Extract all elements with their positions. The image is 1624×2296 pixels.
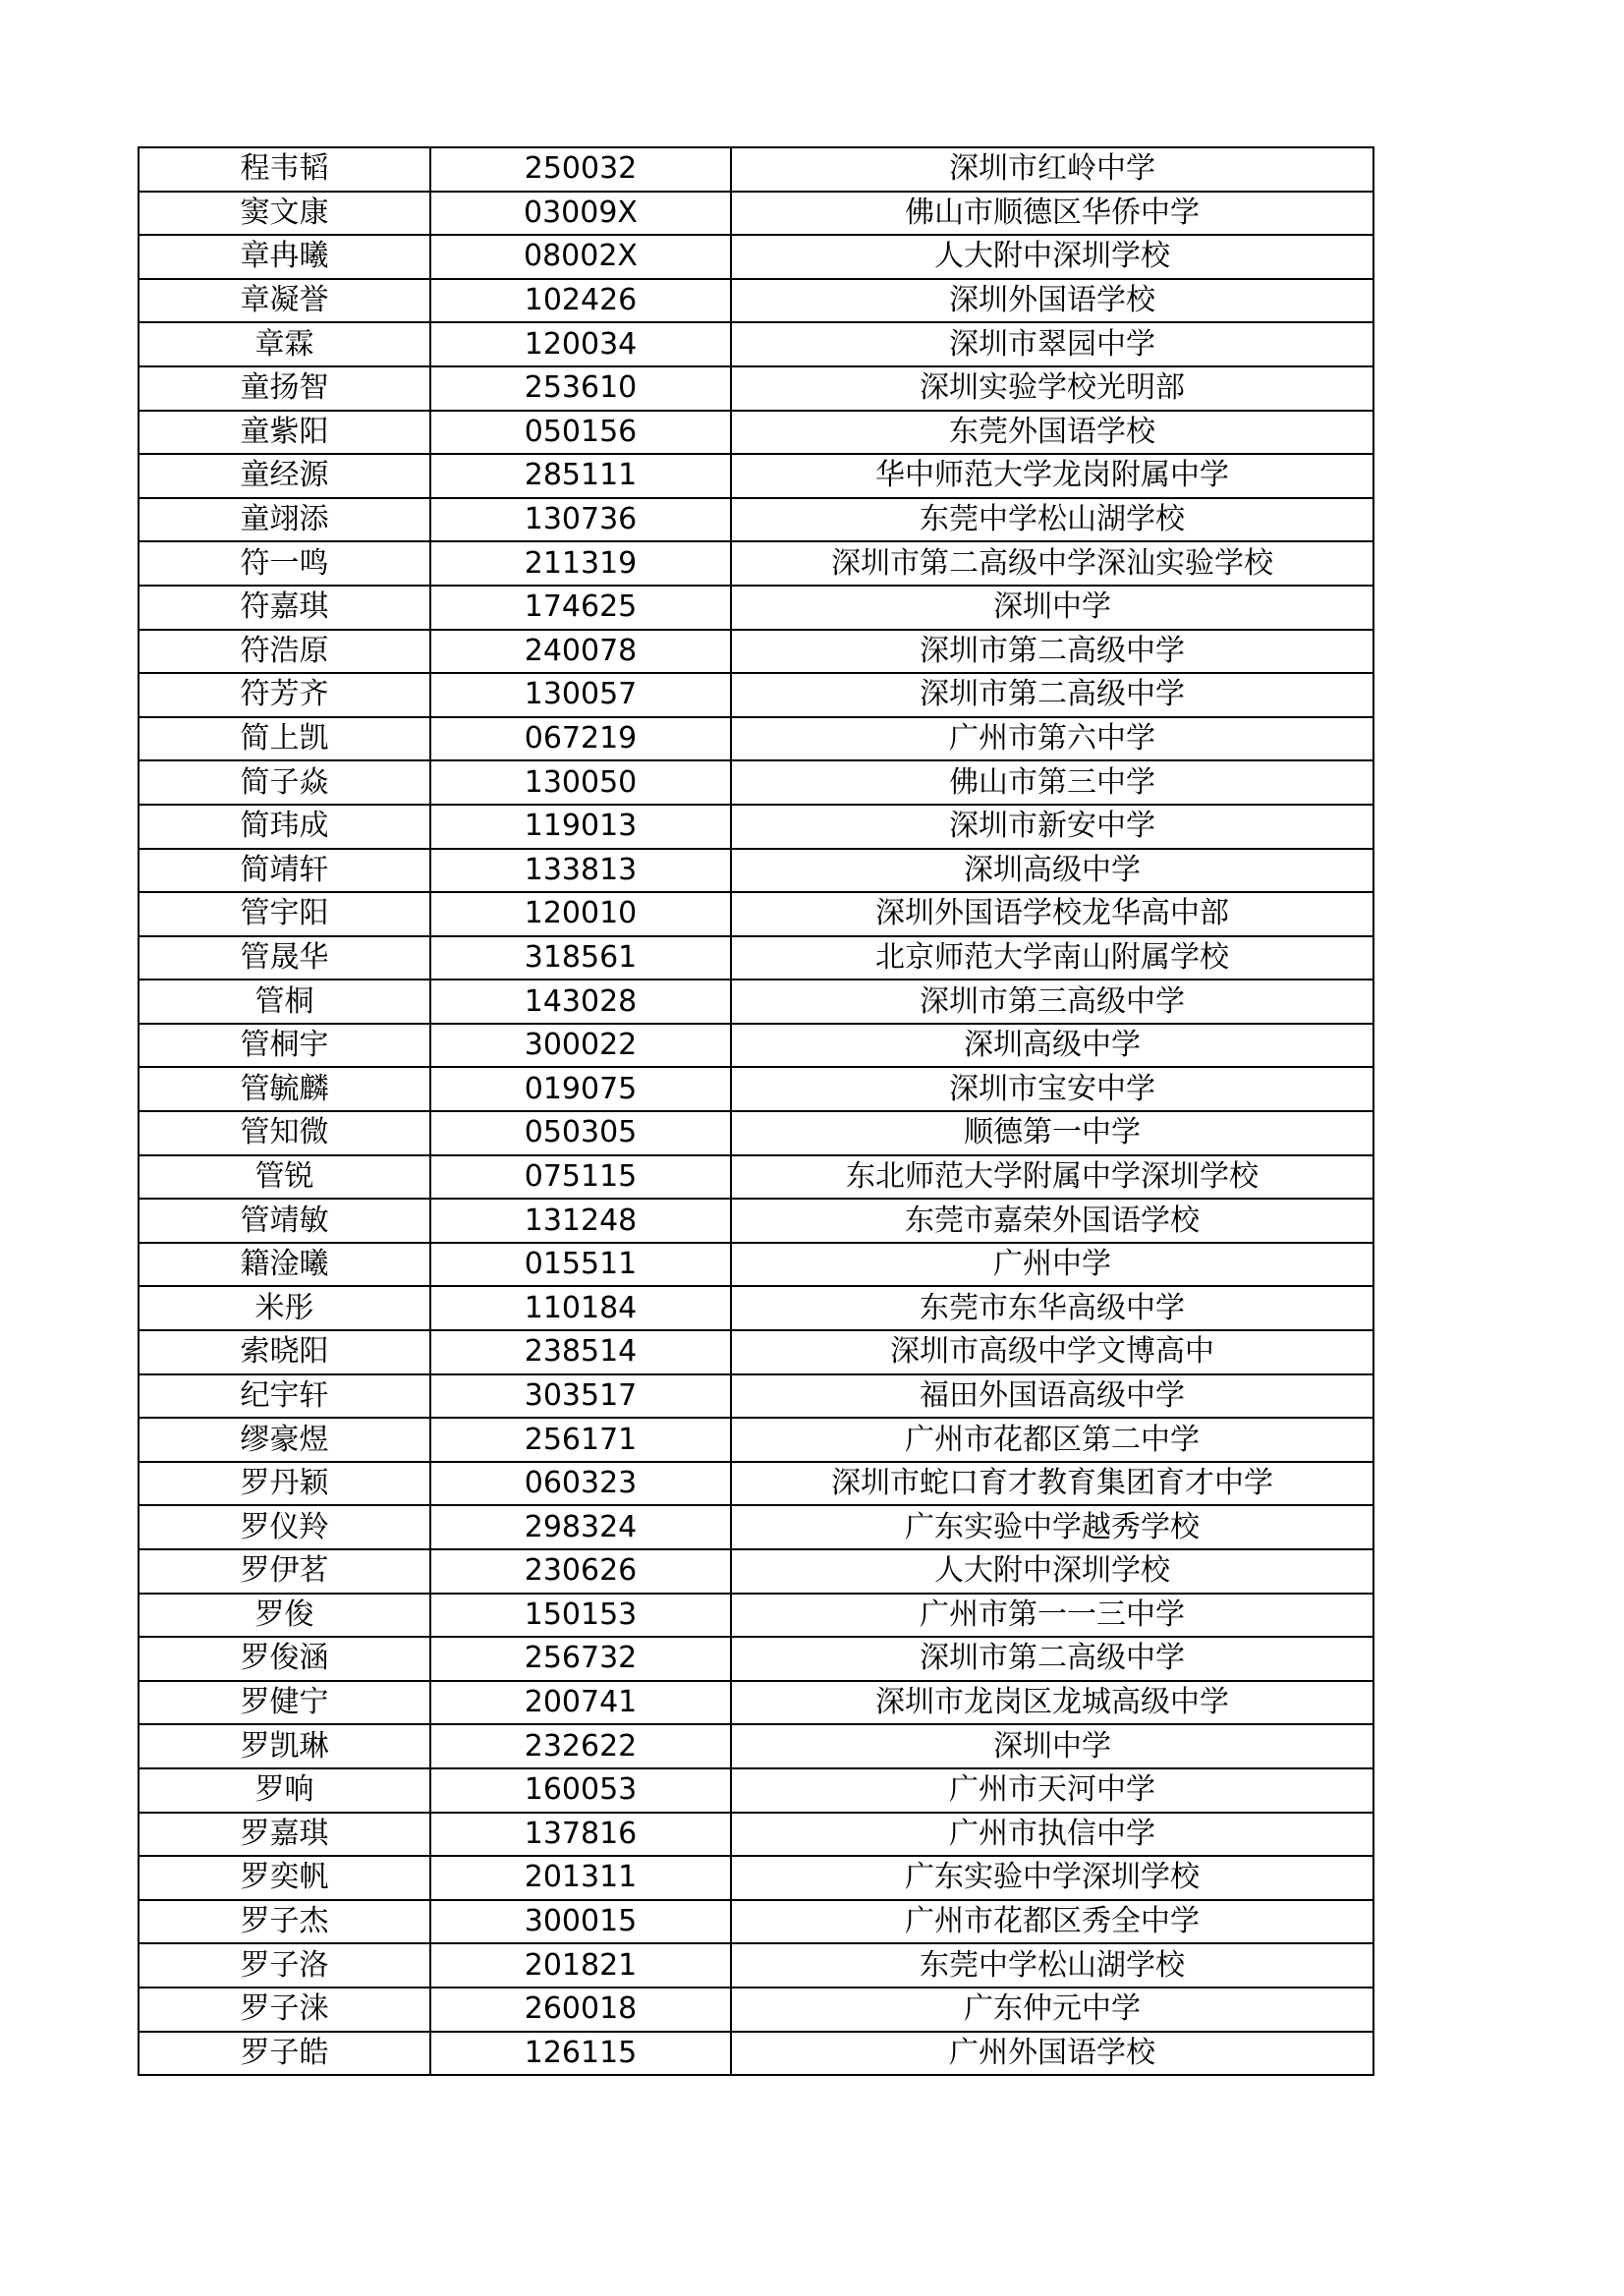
student-id-cell: 253610 — [430, 366, 731, 411]
student-name-cell: 罗凯琳 — [139, 1724, 430, 1768]
school-name-cell: 东莞外国语学校 — [731, 411, 1373, 455]
school-name-cell: 深圳市高级中学文博高中 — [731, 1330, 1373, 1374]
school-name-cell: 华中师范大学龙岗附属中学 — [731, 454, 1373, 498]
school-name-cell: 东莞市东华高级中学 — [731, 1286, 1373, 1330]
student-name-cell: 符一鸣 — [139, 541, 430, 586]
student-id-cell: 160053 — [430, 1768, 731, 1813]
student-table — [138, 146, 1374, 2076]
student-id-cell: 019075 — [430, 1067, 731, 1111]
student-name-cell: 符浩原 — [139, 630, 430, 674]
school-name-cell: 北京师范大学南山附属学校 — [731, 936, 1373, 980]
school-name-cell: 深圳高级中学 — [731, 849, 1373, 893]
school-name-cell: 深圳市第二高级中学深汕实验学校 — [731, 541, 1373, 586]
student-name-cell: 罗俊涵 — [139, 1637, 430, 1681]
student-id-cell: 133813 — [430, 849, 731, 893]
student-id-cell: 130057 — [430, 673, 731, 717]
student-name-cell: 罗仪羚 — [139, 1505, 430, 1549]
student-name-cell: 罗响 — [139, 1768, 430, 1813]
student-name-cell: 童翊添 — [139, 498, 430, 542]
student-name-cell: 简上凯 — [139, 717, 430, 761]
school-name-cell: 深圳市第二高级中学 — [731, 630, 1373, 674]
table-row — [139, 454, 1373, 498]
student-name-cell: 罗子皓 — [139, 2032, 430, 2076]
table-row — [139, 1900, 1373, 1944]
student-id-cell: 285111 — [430, 454, 731, 498]
school-name-cell: 深圳实验学校光明部 — [731, 366, 1373, 411]
table-row — [139, 630, 1373, 674]
school-name-cell: 人大附中深圳学校 — [731, 235, 1373, 279]
student-id-cell: 120010 — [430, 892, 731, 936]
student-name-cell: 章冉曦 — [139, 235, 430, 279]
student-name-cell: 米彤 — [139, 1286, 430, 1330]
table-row — [139, 1505, 1373, 1549]
student-name-cell: 管晟华 — [139, 936, 430, 980]
student-id-cell: 08002X — [430, 235, 731, 279]
student-id-cell: 240078 — [430, 630, 731, 674]
student-id-cell: 232622 — [430, 1724, 731, 1768]
student-id-cell: 201821 — [430, 1943, 731, 1988]
table-row — [139, 1418, 1373, 1462]
school-name-cell: 广州市天河中学 — [731, 1768, 1373, 1813]
table-row — [139, 192, 1373, 236]
school-name-cell: 广东实验中学深圳学校 — [731, 1856, 1373, 1900]
school-name-cell: 广州市花都区第二中学 — [731, 1418, 1373, 1462]
school-name-cell: 深圳市翠园中学 — [731, 322, 1373, 366]
table-row — [139, 1594, 1373, 1638]
student-name-cell: 籍淦曦 — [139, 1243, 430, 1287]
school-name-cell: 深圳市新安中学 — [731, 805, 1373, 849]
student-name-cell: 纪宇轩 — [139, 1374, 430, 1419]
table-row — [139, 892, 1373, 936]
school-name-cell: 广东仲元中学 — [731, 1988, 1373, 2032]
student-id-cell: 130050 — [430, 760, 731, 805]
student-name-cell: 罗健宁 — [139, 1681, 430, 1725]
student-id-cell: 300022 — [430, 1024, 731, 1068]
student-name-cell: 童扬智 — [139, 366, 430, 411]
table-row — [139, 366, 1373, 411]
table-row — [139, 1637, 1373, 1681]
school-name-cell: 深圳外国语学校龙华高中部 — [731, 892, 1373, 936]
student-name-cell: 窦文康 — [139, 192, 430, 236]
student-name-cell: 罗子涞 — [139, 1988, 430, 2032]
table-row — [139, 673, 1373, 717]
student-id-cell: 250032 — [430, 147, 731, 192]
school-name-cell: 深圳中学 — [731, 1724, 1373, 1768]
table-row — [139, 2032, 1373, 2076]
student-id-cell: 150153 — [430, 1594, 731, 1638]
table-row — [139, 1067, 1373, 1111]
student-id-cell: 015511 — [430, 1243, 731, 1287]
table-row — [139, 235, 1373, 279]
table-row — [139, 980, 1373, 1024]
student-name-cell: 管锐 — [139, 1155, 430, 1200]
table-row — [139, 1681, 1373, 1725]
table-row — [139, 279, 1373, 323]
school-name-cell: 佛山市顺德区华侨中学 — [731, 192, 1373, 236]
student-id-cell: 130736 — [430, 498, 731, 542]
student-id-cell: 137816 — [430, 1813, 731, 1857]
table-row — [139, 1943, 1373, 1988]
student-id-cell: 303517 — [430, 1374, 731, 1419]
student-id-cell: 067219 — [430, 717, 731, 761]
table-row — [139, 1330, 1373, 1374]
table-row — [139, 1243, 1373, 1287]
student-name-cell: 管靖敏 — [139, 1199, 430, 1243]
school-name-cell: 广州市花都区秀全中学 — [731, 1900, 1373, 1944]
student-id-cell: 120034 — [430, 322, 731, 366]
table-row — [139, 760, 1373, 805]
table-row — [139, 805, 1373, 849]
school-name-cell: 深圳市红岭中学 — [731, 147, 1373, 192]
school-name-cell: 深圳市宝安中学 — [731, 1067, 1373, 1111]
student-name-cell: 童紫阳 — [139, 411, 430, 455]
student-name-cell: 罗子洛 — [139, 1943, 430, 1988]
student-name-cell: 符芳齐 — [139, 673, 430, 717]
table-row — [139, 1549, 1373, 1594]
table-row — [139, 717, 1373, 761]
school-name-cell: 广州外国语学校 — [731, 2032, 1373, 2076]
student-id-cell: 174625 — [430, 586, 731, 630]
student-id-cell: 200741 — [430, 1681, 731, 1725]
student-id-cell: 298324 — [430, 1505, 731, 1549]
school-name-cell: 东莞市嘉荣外国语学校 — [731, 1199, 1373, 1243]
table-row — [139, 1813, 1373, 1857]
school-name-cell: 深圳市第三高级中学 — [731, 980, 1373, 1024]
table-row — [139, 541, 1373, 586]
school-name-cell: 深圳市蛇口育才教育集团育才中学 — [731, 1462, 1373, 1506]
student-table-container — [138, 146, 1372, 2076]
student-id-cell: 060323 — [430, 1462, 731, 1506]
table-row — [139, 1374, 1373, 1419]
school-name-cell: 人大附中深圳学校 — [731, 1549, 1373, 1594]
school-name-cell: 广东实验中学越秀学校 — [731, 1505, 1373, 1549]
student-id-cell: 075115 — [430, 1155, 731, 1200]
table-row — [139, 1155, 1373, 1200]
student-id-cell: 03009X — [430, 192, 731, 236]
student-name-cell: 简子焱 — [139, 760, 430, 805]
school-name-cell: 顺德第一中学 — [731, 1111, 1373, 1155]
table-row — [139, 1768, 1373, 1813]
table-row — [139, 1988, 1373, 2032]
table-row — [139, 498, 1373, 542]
student-id-cell: 300015 — [430, 1900, 731, 1944]
school-name-cell: 广州市第一一三中学 — [731, 1594, 1373, 1638]
table-row — [139, 1111, 1373, 1155]
student-id-cell: 201311 — [430, 1856, 731, 1900]
school-name-cell: 东莞中学松山湖学校 — [731, 1943, 1373, 1988]
school-name-cell: 广州中学 — [731, 1243, 1373, 1287]
student-name-cell: 罗俊 — [139, 1594, 430, 1638]
school-name-cell: 东北师范大学附属中学深圳学校 — [731, 1155, 1373, 1200]
student-name-cell: 罗子杰 — [139, 1900, 430, 1944]
student-id-cell: 230626 — [430, 1549, 731, 1594]
table-row — [139, 147, 1373, 192]
student-name-cell: 童经源 — [139, 454, 430, 498]
student-id-cell: 110184 — [430, 1286, 731, 1330]
table-row — [139, 1856, 1373, 1900]
table-row — [139, 1724, 1373, 1768]
student-table-body — [139, 147, 1373, 2075]
student-id-cell: 256732 — [430, 1637, 731, 1681]
table-row — [139, 1286, 1373, 1330]
student-name-cell: 程韦韬 — [139, 147, 430, 192]
student-name-cell: 章凝誉 — [139, 279, 430, 323]
student-name-cell: 管桐 — [139, 980, 430, 1024]
student-name-cell: 简玮成 — [139, 805, 430, 849]
school-name-cell: 广州市执信中学 — [731, 1813, 1373, 1857]
student-name-cell: 索晓阳 — [139, 1330, 430, 1374]
table-row — [139, 849, 1373, 893]
school-name-cell: 深圳高级中学 — [731, 1024, 1373, 1068]
student-name-cell: 罗丹颖 — [139, 1462, 430, 1506]
student-id-cell: 050156 — [430, 411, 731, 455]
school-name-cell: 深圳市第二高级中学 — [731, 673, 1373, 717]
student-name-cell: 管桐宇 — [139, 1024, 430, 1068]
student-id-cell: 211319 — [430, 541, 731, 586]
table-row — [139, 1199, 1373, 1243]
student-name-cell: 罗嘉琪 — [139, 1813, 430, 1857]
student-id-cell: 318561 — [430, 936, 731, 980]
student-id-cell: 131248 — [430, 1199, 731, 1243]
student-name-cell: 缪豪煜 — [139, 1418, 430, 1462]
student-id-cell: 260018 — [430, 1988, 731, 2032]
student-id-cell: 119013 — [430, 805, 731, 849]
student-name-cell: 符嘉琪 — [139, 586, 430, 630]
student-id-cell: 143028 — [430, 980, 731, 1024]
table-row — [139, 586, 1373, 630]
table-row — [139, 411, 1373, 455]
school-name-cell: 东莞中学松山湖学校 — [731, 498, 1373, 542]
school-name-cell: 深圳市龙岗区龙城高级中学 — [731, 1681, 1373, 1725]
student-id-cell: 238514 — [430, 1330, 731, 1374]
table-row — [139, 936, 1373, 980]
school-name-cell: 广州市第六中学 — [731, 717, 1373, 761]
student-name-cell: 管毓麟 — [139, 1067, 430, 1111]
student-name-cell: 管宇阳 — [139, 892, 430, 936]
table-row — [139, 1462, 1373, 1506]
school-name-cell: 深圳中学 — [731, 586, 1373, 630]
school-name-cell: 福田外国语高级中学 — [731, 1374, 1373, 1419]
student-name-cell: 管知微 — [139, 1111, 430, 1155]
student-name-cell: 罗伊茗 — [139, 1549, 430, 1594]
school-name-cell: 深圳外国语学校 — [731, 279, 1373, 323]
student-name-cell: 简靖轩 — [139, 849, 430, 893]
school-name-cell: 深圳市第二高级中学 — [731, 1637, 1373, 1681]
student-name-cell: 章霖 — [139, 322, 430, 366]
school-name-cell: 佛山市第三中学 — [731, 760, 1373, 805]
student-id-cell: 050305 — [430, 1111, 731, 1155]
student-name-cell: 罗奕帆 — [139, 1856, 430, 1900]
table-row — [139, 1024, 1373, 1068]
student-id-cell: 126115 — [430, 2032, 731, 2076]
student-id-cell: 256171 — [430, 1418, 731, 1462]
table-row — [139, 322, 1373, 366]
student-id-cell: 102426 — [430, 279, 731, 323]
